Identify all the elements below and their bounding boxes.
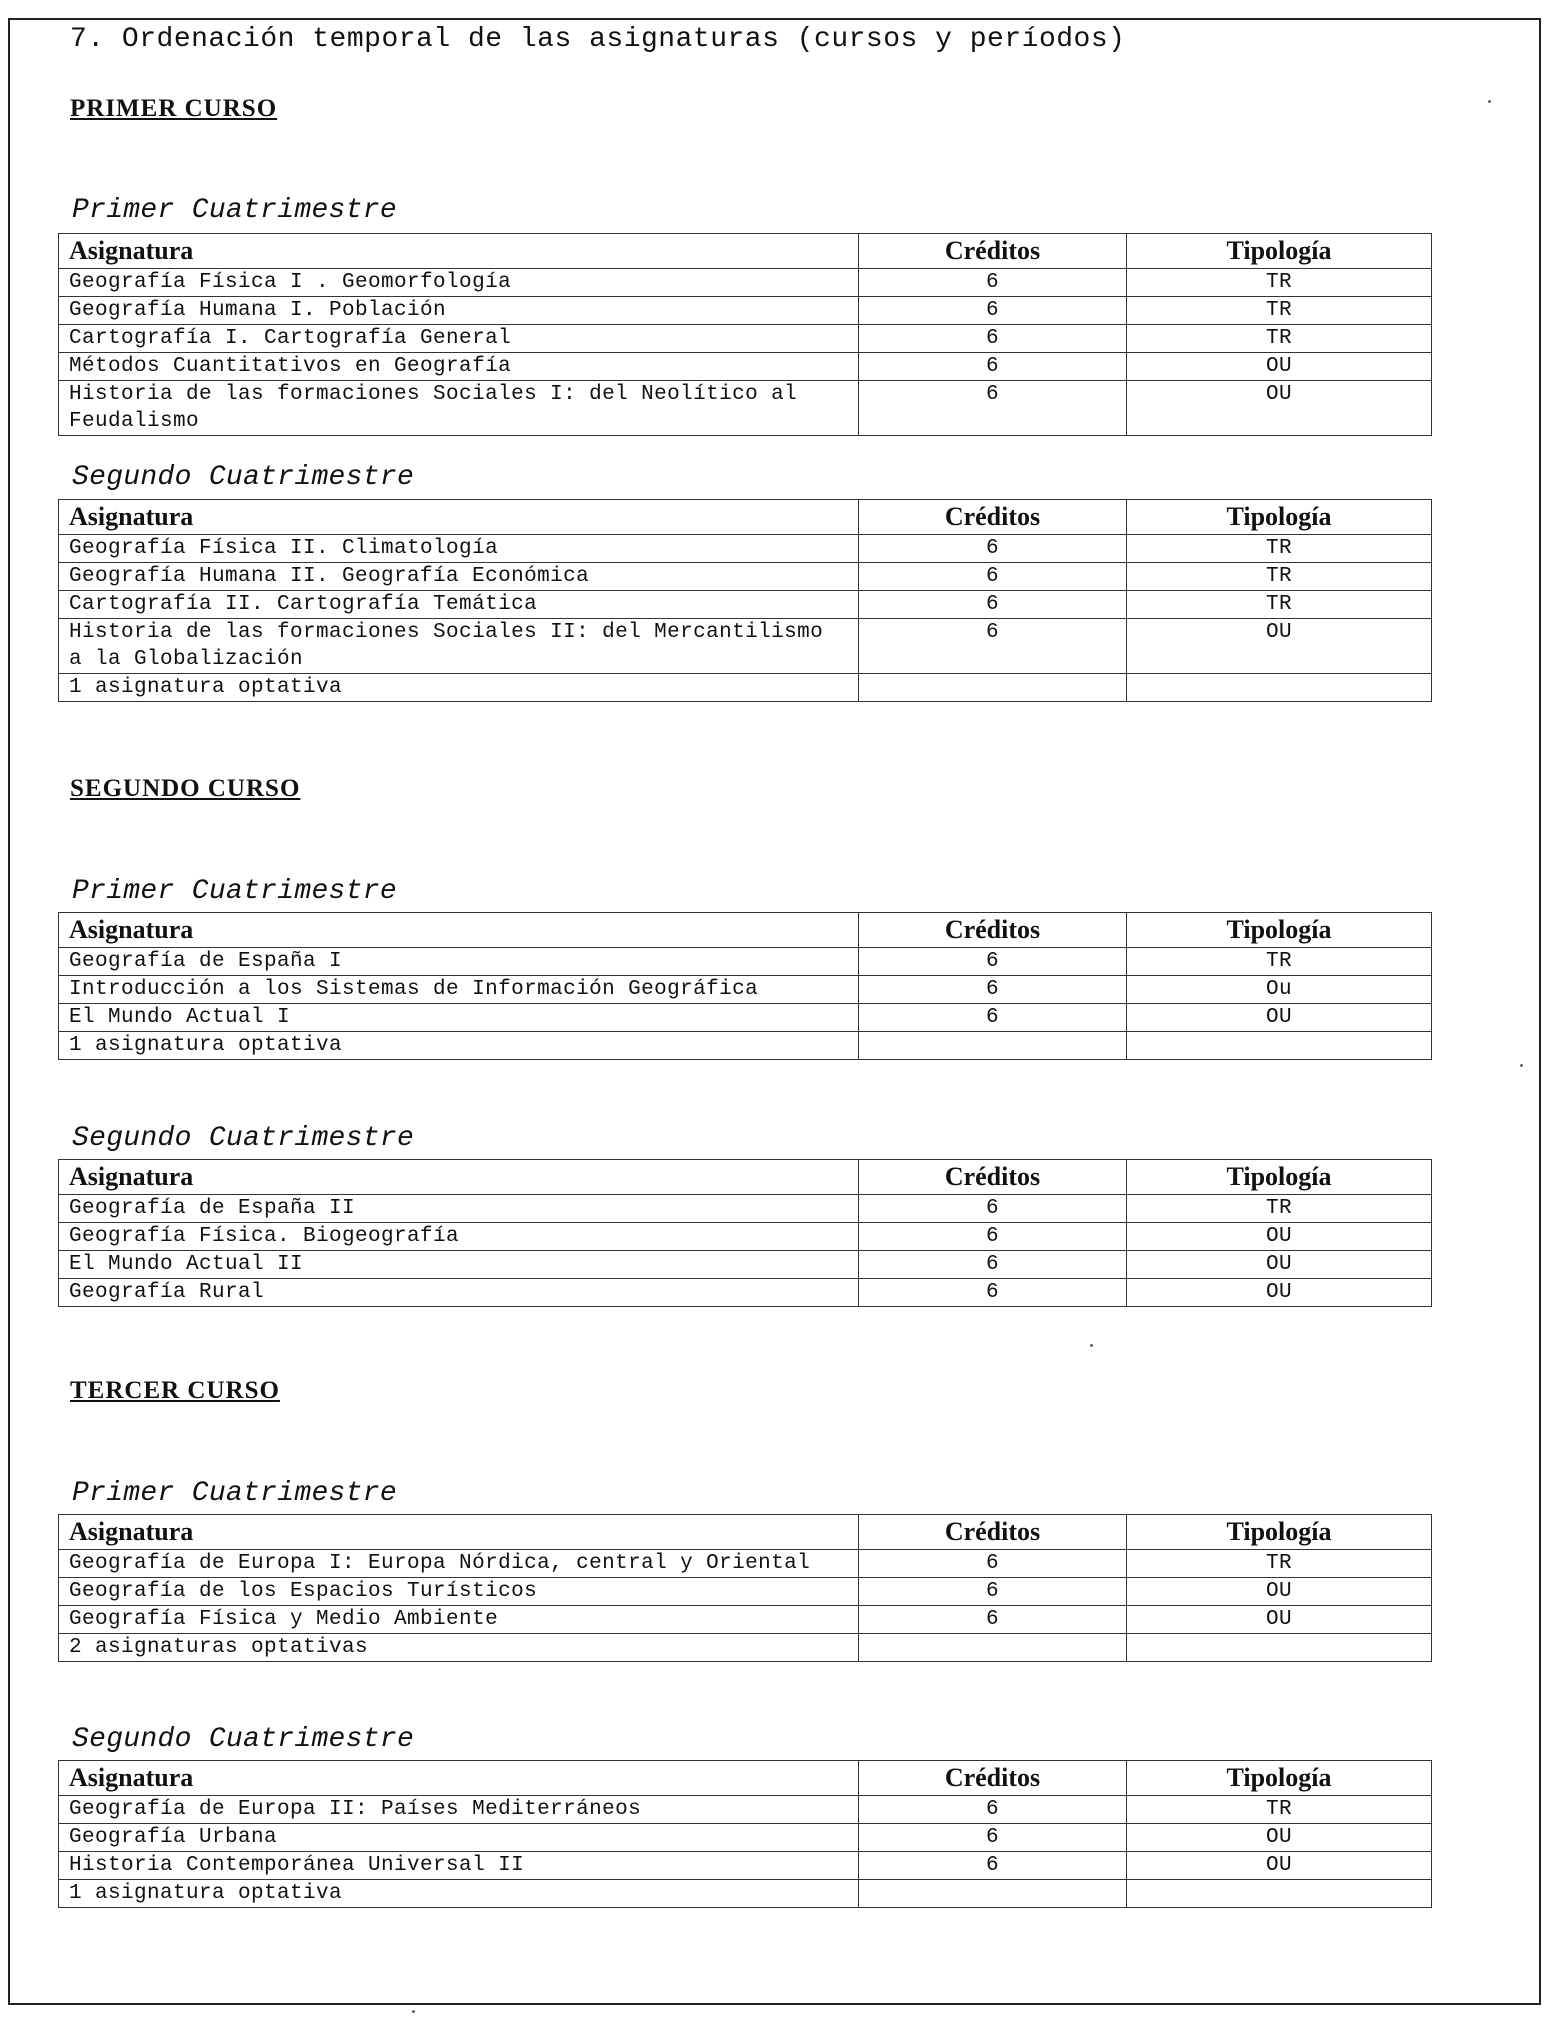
subjects-table-c3-p1 bbox=[58, 1514, 1432, 1662]
table-row bbox=[59, 1880, 1432, 1908]
subject-cell: Geografía Humana II. Geografía Económica bbox=[59, 563, 859, 591]
table-header-row bbox=[59, 500, 1432, 535]
credits-cell: 6 bbox=[859, 1606, 1127, 1634]
period-heading-c2-p1: Primer Cuatrimestre bbox=[72, 876, 397, 907]
type-cell: OU bbox=[1127, 1824, 1432, 1852]
type-cell: OU bbox=[1127, 619, 1432, 674]
subject-cell: 1 asignatura optativa bbox=[59, 674, 859, 702]
subject-cell: Geografía de los Espacios Turísticos bbox=[59, 1578, 859, 1606]
credits-cell: 6 bbox=[859, 619, 1127, 674]
subject-cell: Geografía de Europa I: Europa Nórdica, central y Oriental bbox=[59, 1550, 859, 1578]
subject-cell: El Mundo Actual II bbox=[59, 1251, 859, 1279]
table-row bbox=[59, 353, 1432, 381]
subject-cell: Historia de las formaciones Sociales I: del Neolítico al Feudalismo bbox=[59, 381, 859, 436]
table-row bbox=[59, 1223, 1432, 1251]
type-cell: TR bbox=[1127, 269, 1432, 297]
credits-cell: 6 bbox=[859, 976, 1127, 1004]
type-cell: TR bbox=[1127, 948, 1432, 976]
header-subject: Asignatura bbox=[59, 500, 859, 535]
subject-cell: Geografía de Europa II: Países Mediterráneos bbox=[59, 1796, 859, 1824]
header-subject: Asignatura bbox=[59, 1761, 859, 1796]
credits-cell: 6 bbox=[859, 1578, 1127, 1606]
table-row bbox=[59, 1852, 1432, 1880]
subject-cell: Cartografía I. Cartografía General bbox=[59, 325, 859, 353]
table-row bbox=[59, 1251, 1432, 1279]
type-cell: TR bbox=[1127, 297, 1432, 325]
credits-cell: 6 bbox=[859, 535, 1127, 563]
subject-cell: El Mundo Actual I bbox=[59, 1004, 859, 1032]
credits-cell: 6 bbox=[859, 297, 1127, 325]
type-cell bbox=[1127, 1880, 1432, 1908]
header-type: Tipología bbox=[1127, 1761, 1432, 1796]
subject-cell: Geografía Física II. Climatología bbox=[59, 535, 859, 563]
subject-cell: 2 asignaturas optativas bbox=[59, 1634, 859, 1662]
subject-cell: Geografía de España I bbox=[59, 948, 859, 976]
type-cell: OU bbox=[1127, 1606, 1432, 1634]
type-cell bbox=[1127, 674, 1432, 702]
table-row bbox=[59, 1606, 1432, 1634]
table-row bbox=[59, 1796, 1432, 1824]
header-subject: Asignatura bbox=[59, 1160, 859, 1195]
period-heading-c1-p2: Segundo Cuatrimestre bbox=[72, 462, 415, 493]
subjects-table-c3-p2 bbox=[58, 1760, 1432, 1908]
header-type: Tipología bbox=[1127, 500, 1432, 535]
header-credits: Créditos bbox=[859, 500, 1127, 535]
subject-cell: Geografía de España II bbox=[59, 1195, 859, 1223]
credits-cell: 6 bbox=[859, 1279, 1127, 1307]
type-cell: TR bbox=[1127, 1796, 1432, 1824]
header-subject: Asignatura bbox=[59, 234, 859, 269]
type-cell bbox=[1127, 1032, 1432, 1060]
type-cell: OU bbox=[1127, 353, 1432, 381]
table-row bbox=[59, 563, 1432, 591]
header-credits: Créditos bbox=[859, 913, 1127, 948]
type-cell: TR bbox=[1127, 591, 1432, 619]
table-row bbox=[59, 1195, 1432, 1223]
period-heading-c2-p2: Segundo Cuatrimestre bbox=[72, 1123, 415, 1154]
table-row bbox=[59, 976, 1432, 1004]
scan-speck bbox=[1090, 1344, 1093, 1347]
header-credits: Créditos bbox=[859, 1515, 1127, 1550]
header-subject: Asignatura bbox=[59, 1515, 859, 1550]
table-body bbox=[59, 1796, 1432, 1908]
type-cell: OU bbox=[1127, 1251, 1432, 1279]
subject-cell: Geografía Física. Biogeografía bbox=[59, 1223, 859, 1251]
table-row bbox=[59, 1634, 1432, 1662]
type-cell: Ou bbox=[1127, 976, 1432, 1004]
credits-cell: 6 bbox=[859, 948, 1127, 976]
table-row bbox=[59, 1550, 1432, 1578]
scan-speck bbox=[412, 2010, 415, 2013]
period-heading-c1-p1: Primer Cuatrimestre bbox=[72, 195, 397, 226]
header-type: Tipología bbox=[1127, 234, 1432, 269]
subject-cell: Cartografía II. Cartografía Temática bbox=[59, 591, 859, 619]
type-cell: OU bbox=[1127, 1578, 1432, 1606]
credits-cell bbox=[859, 1032, 1127, 1060]
period-heading-c3-p1: Primer Cuatrimestre bbox=[72, 1478, 397, 1509]
course-heading-primer: PRIMER CURSO bbox=[70, 95, 278, 122]
credits-cell bbox=[859, 674, 1127, 702]
credits-cell: 6 bbox=[859, 1550, 1127, 1578]
credits-cell: 6 bbox=[859, 1852, 1127, 1880]
header-credits: Créditos bbox=[859, 1761, 1127, 1796]
table-body bbox=[59, 1195, 1432, 1307]
table-body bbox=[59, 535, 1432, 702]
type-cell: TR bbox=[1127, 535, 1432, 563]
credits-cell: 6 bbox=[859, 591, 1127, 619]
table-header-row bbox=[59, 1515, 1432, 1550]
header-type: Tipología bbox=[1127, 913, 1432, 948]
table-row bbox=[59, 535, 1432, 563]
subjects-table-c1-p2 bbox=[58, 499, 1432, 702]
subject-cell: Historia de las formaciones Sociales II: del Mercantilismo a la Globalización bbox=[59, 619, 859, 674]
course-heading-tercer: TERCER CURSO bbox=[70, 1377, 280, 1404]
table-row bbox=[59, 381, 1432, 436]
subject-cell: Métodos Cuantitativos en Geografía bbox=[59, 353, 859, 381]
credits-cell: 6 bbox=[859, 269, 1127, 297]
table-row bbox=[59, 269, 1432, 297]
subject-cell: Historia Contemporánea Universal II bbox=[59, 1852, 859, 1880]
credits-cell: 6 bbox=[859, 1824, 1127, 1852]
credits-cell: 6 bbox=[859, 1004, 1127, 1032]
type-cell bbox=[1127, 1634, 1432, 1662]
table-row bbox=[59, 1578, 1432, 1606]
table-row bbox=[59, 1824, 1432, 1852]
subject-cell: Geografía Física y Medio Ambiente bbox=[59, 1606, 859, 1634]
period-heading-c3-p2: Segundo Cuatrimestre bbox=[72, 1724, 415, 1755]
scan-speck bbox=[1520, 1064, 1523, 1067]
type-cell: OU bbox=[1127, 1852, 1432, 1880]
credits-cell: 6 bbox=[859, 381, 1127, 436]
subject-cell: Geografía Física I . Geomorfología bbox=[59, 269, 859, 297]
table-body bbox=[59, 948, 1432, 1060]
table-body bbox=[59, 269, 1432, 436]
type-cell: OU bbox=[1127, 1279, 1432, 1307]
type-cell: TR bbox=[1127, 325, 1432, 353]
credits-cell: 6 bbox=[859, 1251, 1127, 1279]
subject-cell: 1 asignatura optativa bbox=[59, 1880, 859, 1908]
table-row bbox=[59, 297, 1432, 325]
header-type: Tipología bbox=[1127, 1160, 1432, 1195]
type-cell: TR bbox=[1127, 563, 1432, 591]
type-cell: TR bbox=[1127, 1195, 1432, 1223]
table-row bbox=[59, 1279, 1432, 1307]
credits-cell bbox=[859, 1634, 1127, 1662]
table-header-row bbox=[59, 913, 1432, 948]
table-row bbox=[59, 948, 1432, 976]
header-credits: Créditos bbox=[859, 234, 1127, 269]
header-credits: Créditos bbox=[859, 1160, 1127, 1195]
table-row bbox=[59, 591, 1432, 619]
type-cell: TR bbox=[1127, 1550, 1432, 1578]
table-header-row bbox=[59, 1160, 1432, 1195]
table-row bbox=[59, 1032, 1432, 1060]
credits-cell bbox=[859, 1880, 1127, 1908]
type-cell: OU bbox=[1127, 1004, 1432, 1032]
table-header-row bbox=[59, 1761, 1432, 1796]
header-type: Tipología bbox=[1127, 1515, 1432, 1550]
credits-cell: 6 bbox=[859, 353, 1127, 381]
subjects-table-c1-p1 bbox=[58, 233, 1432, 436]
header-subject: Asignatura bbox=[59, 913, 859, 948]
subject-cell: Geografía Urbana bbox=[59, 1824, 859, 1852]
type-cell: OU bbox=[1127, 381, 1432, 436]
table-row bbox=[59, 1004, 1432, 1032]
credits-cell: 6 bbox=[859, 1796, 1127, 1824]
table-row bbox=[59, 674, 1432, 702]
subject-cell: Geografía Rural bbox=[59, 1279, 859, 1307]
subjects-table-c2-p2 bbox=[58, 1159, 1432, 1307]
subject-cell: Geografía Humana I. Población bbox=[59, 297, 859, 325]
credits-cell: 6 bbox=[859, 1195, 1127, 1223]
subject-cell: 1 asignatura optativa bbox=[59, 1032, 859, 1060]
subjects-table-c2-p1 bbox=[58, 912, 1432, 1060]
type-cell: OU bbox=[1127, 1223, 1432, 1251]
subject-cell: Introducción a los Sistemas de Información Geográfica bbox=[59, 976, 859, 1004]
scan-speck bbox=[1488, 100, 1491, 103]
table-header-row bbox=[59, 234, 1432, 269]
table-row bbox=[59, 325, 1432, 353]
section-title: 7. Ordenación temporal de las asignaturas (cursos y períodos) bbox=[70, 24, 1126, 55]
course-heading-segundo: SEGUNDO CURSO bbox=[70, 775, 301, 802]
table-row bbox=[59, 619, 1432, 674]
table-body bbox=[59, 1550, 1432, 1662]
credits-cell: 6 bbox=[859, 1223, 1127, 1251]
credits-cell: 6 bbox=[859, 325, 1127, 353]
credits-cell: 6 bbox=[859, 563, 1127, 591]
